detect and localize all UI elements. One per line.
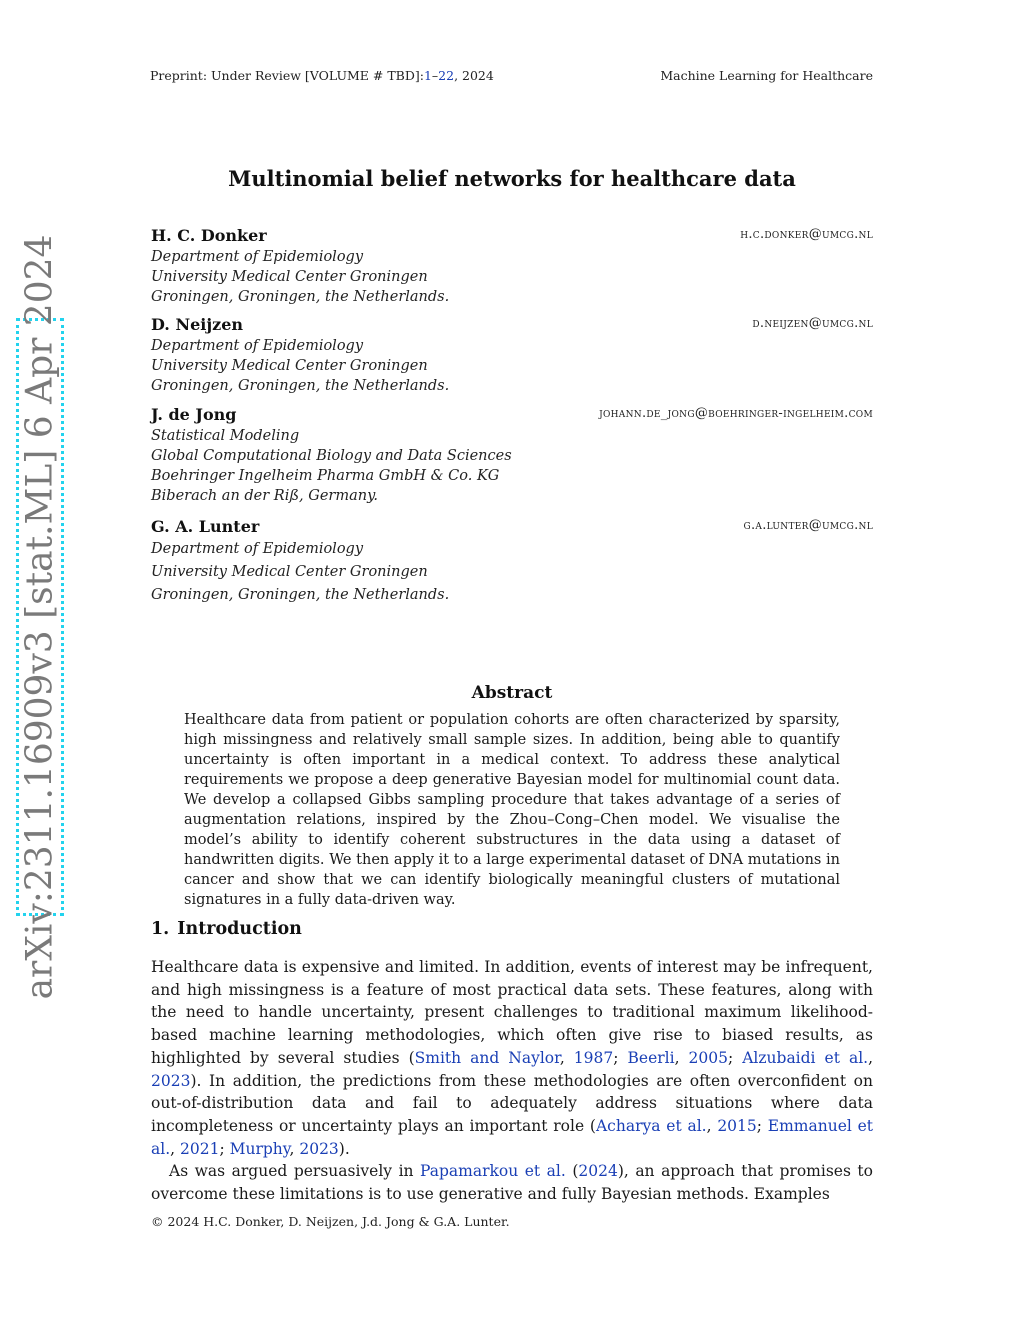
copyright-footer: © 2024 H.C. Donker, D. Neijzen, J.d. Jong & G.A. Lunter. xyxy=(151,1214,510,1229)
running-header-right: Machine Learning for Healthcare xyxy=(660,68,873,83)
running-header-left xyxy=(150,68,494,83)
citation-link[interactable]: Acharya et al. xyxy=(595,1116,707,1135)
author-location: Groningen, Groningen, the Netherlands. xyxy=(151,587,450,603)
section-number: 1. xyxy=(151,919,170,939)
arxiv-stamp[interactable] xyxy=(16,234,64,1000)
venue-text: Preprint: Under Review [VOLUME # TBD]: xyxy=(150,68,424,83)
text-run: As was argued persuasively in xyxy=(169,1162,421,1181)
text-run: ). xyxy=(338,1139,350,1158)
author-location: Groningen, Groningen, the Netherlands. xyxy=(151,289,450,305)
author-block-1 xyxy=(151,225,873,307)
section-title: Introduction xyxy=(177,919,302,939)
text-run: ; xyxy=(756,1116,768,1135)
abstract-heading: Abstract xyxy=(471,683,553,703)
author-location: Groningen, Groningen, the Netherlands. xyxy=(151,378,450,394)
paragraph xyxy=(151,956,873,1160)
author-name: G. A. Lunter xyxy=(151,517,260,536)
citation-link[interactable]: Beerli xyxy=(627,1048,675,1067)
text-run: ), an approach that promises to overcome these limitations is to use generative and fully Bayesian methods. Examples xyxy=(151,1162,873,1204)
text-run: , xyxy=(674,1048,689,1067)
text-run: , xyxy=(559,1048,574,1067)
text-run: ). In addition, the predictions from these methodologies are often overconfident on out-of-distribution data and fail to adequately address situations where data incompleteness or uncertainty plays an important role ( xyxy=(151,1071,873,1135)
author-email[interactable]: g.a.lunter@umcg.nl xyxy=(743,518,873,533)
citation-year-link[interactable]: 2005 xyxy=(688,1048,728,1067)
text-run: Healthcare data is expensive and limited. In addition, events of interest may be infrequent, and high missingness is a feature of most practical data sets. These features, along with the need to handle uncertainty, present challenges to traditional maximum likelihood-based machine learning methodologies, which often give rise to biased results, as highlighted by several studies ( xyxy=(151,958,873,1067)
author-location: Biberach an der Riß, Germany. xyxy=(151,488,378,504)
author-name: H. C. Donker xyxy=(151,226,267,245)
author-institution: Boehringer Ingelheim Pharma GmbH & Co. KG xyxy=(151,468,500,484)
citation-year-link[interactable]: 2021 xyxy=(180,1139,220,1158)
author-group: Global Computational Biology and Data Sciences xyxy=(151,448,512,464)
citation-year-link[interactable]: 2023 xyxy=(151,1071,191,1090)
citation-link[interactable]: Emmanuel et al. xyxy=(151,1116,874,1158)
abstract-text: Healthcare data from patient or population cohorts are often characterized by sparsity, high missingness and relatively small sample sizes. In addition, being able to quantify uncertainty is often important in a medical context. To address these analytical requirements we propose a deep generative Bayesian model for multinomial count data. We develop a collapsed Gibbs sampling procedure that takes advantage of a series of augmentation relations, inspired by the Zhou–Cong–Chen model. We visualise the model’s ability to identify coherent substructures in the data using a dataset of handwritten digits. We then apply it to a large experimental dataset of DNA mutations in cancer and show that we can identify biologically meaningful clusters of mutational signatures in a fully data-driven way. xyxy=(184,712,840,908)
author-department: Department of Epidemiology xyxy=(151,338,364,354)
text-run: ; xyxy=(613,1048,628,1067)
author-block-2 xyxy=(151,314,873,396)
author-email[interactable]: d.neijzen@umcg.nl xyxy=(752,316,873,331)
paragraph xyxy=(151,1160,873,1205)
author-department: Department of Epidemiology xyxy=(151,249,364,265)
author-email[interactable]: johann.de_jong@boehringer-ingelheim.com xyxy=(599,406,873,421)
page-end-link[interactable]: 22 xyxy=(438,68,455,83)
citation-year-link[interactable]: 1987 xyxy=(573,1048,614,1067)
author-block-4 xyxy=(151,516,873,607)
paper-title: Multinomial belief networks for healthcare data xyxy=(228,166,796,191)
page-start-link[interactable]: 1 xyxy=(423,68,432,83)
citation-year-link[interactable]: 2015 xyxy=(717,1116,757,1135)
author-email[interactable]: h.c.donker@umcg.nl xyxy=(740,227,873,242)
author-department: Department of Epidemiology xyxy=(151,541,364,557)
text-run: ; xyxy=(727,1048,743,1067)
citation-link[interactable]: Papamarkou et al. xyxy=(420,1162,566,1181)
citation-link[interactable]: Alzubaidi et al. xyxy=(742,1048,869,1067)
author-name: J. de Jong xyxy=(151,405,237,424)
arxiv-identifier: arXiv:2311.16909v3 [stat.ML] 6 Apr 2024 xyxy=(19,234,61,1000)
text-run: ; xyxy=(219,1139,230,1158)
text-run: ( xyxy=(565,1162,579,1181)
citation-link[interactable]: Murphy xyxy=(229,1139,290,1158)
author-block-3 xyxy=(151,404,873,506)
author-institution: University Medical Center Groningen xyxy=(151,358,428,374)
citation-link[interactable]: Smith and Naylor xyxy=(414,1048,560,1067)
header-year: , 2024 xyxy=(454,68,494,83)
author-name: D. Neijzen xyxy=(151,315,244,334)
author-institution: University Medical Center Groningen xyxy=(151,564,428,580)
author-institution: University Medical Center Groningen xyxy=(151,269,428,285)
text-run: , xyxy=(706,1116,718,1135)
page-separator: – xyxy=(431,68,439,83)
citation-year-link[interactable]: 2024 xyxy=(578,1162,618,1181)
section-heading-introduction xyxy=(151,919,302,939)
text-run: , xyxy=(868,1048,874,1067)
text-run: , xyxy=(289,1139,300,1158)
citation-year-link[interactable]: 2023 xyxy=(299,1139,339,1158)
author-department: Statistical Modeling xyxy=(151,428,300,444)
text-run: , xyxy=(170,1139,180,1158)
introduction-body xyxy=(151,956,873,1206)
